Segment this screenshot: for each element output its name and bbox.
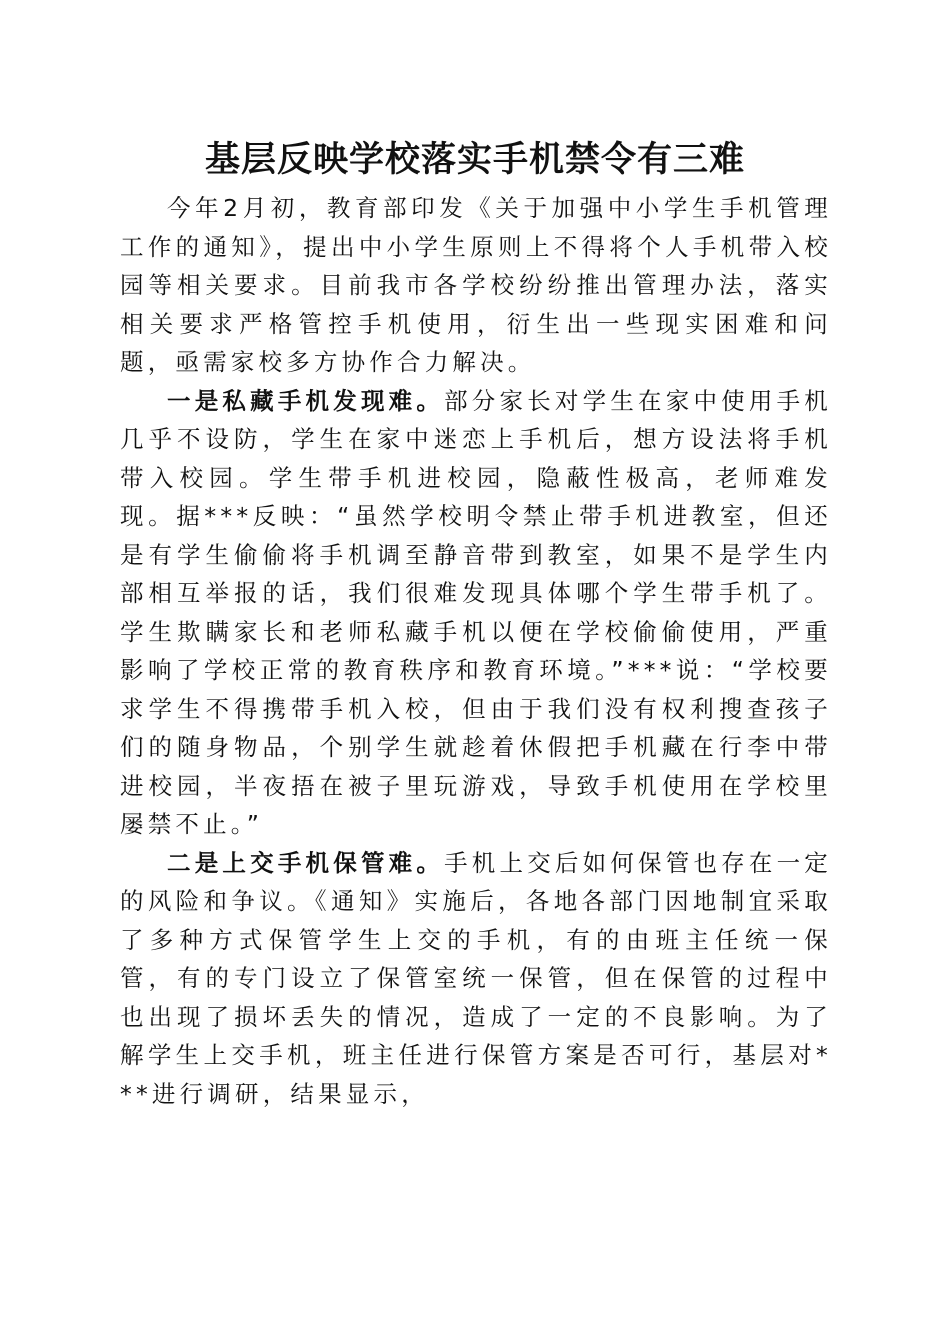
paragraph-point-one-text: 部分家长对学生在家中使用手机几乎不设防，学生在家中迷恋上手机后，想方设法将手机带入校园。学生带手机进校园，隐蔽性极高，老师难发现。据***反映：“虽然学校明令禁止带手机进教室，但还是有学生偷偷将手机调至静音带到教室，如果不是学生内部相互举报的话，我们很难发现具体哪个学生带手机了。学生欺瞒家长和老师私藏手机以便在学校偷偷使用，严重影响了学校正常的教育秩序和教育环境。”***说：“学校要求学生不得携带手机入校，但由于我们没有权利搜查孩子们的随身物品，个别学生就趁着休假把手机藏在行李中带进校园，半夜捂在被子里玩游戏，导致手机使用在学校里屡禁不止。” [120, 386, 832, 838]
paragraph-intro [120, 189, 832, 382]
document-body [120, 189, 832, 1113]
paragraph-intro-text: 今年2月初，教育部印发《关于加强中小学生手机管理工作的通知》，提出中小学生原则上不得将个人手机带入校园等相关要求。目前我市各学校纷纷推出管理办法，落实相关要求严格管控手机使用，衍生出一些现实困难和问题，亟需家校多方协作合力解决。 [120, 194, 832, 376]
paragraph-point-two [120, 844, 832, 1114]
paragraph-point-one-heading: 一是私藏手机发现难。 [167, 386, 445, 415]
paragraph-point-two-heading: 二是上交手机保管难。 [167, 848, 445, 877]
document-title: 基层反映学校落实手机禁令有三难 [204, 139, 745, 180]
paragraph-point-one [120, 382, 832, 844]
paragraph-point-two-text: 手机上交后如何保管也存在一定的风险和争议。《通知》实施后，各地各部门因地制宜采取了多种方式保管学生上交的手机，有的由班主任统一保管，有的专门设立了保管室统一保管，但在保管的过程中也出现了损坏丢失的情况，造成了一定的不良影响。为了解学生上交手机，班主任进行保管方案是否可行，基层对***进行调研，结果显示， [120, 848, 832, 1108]
